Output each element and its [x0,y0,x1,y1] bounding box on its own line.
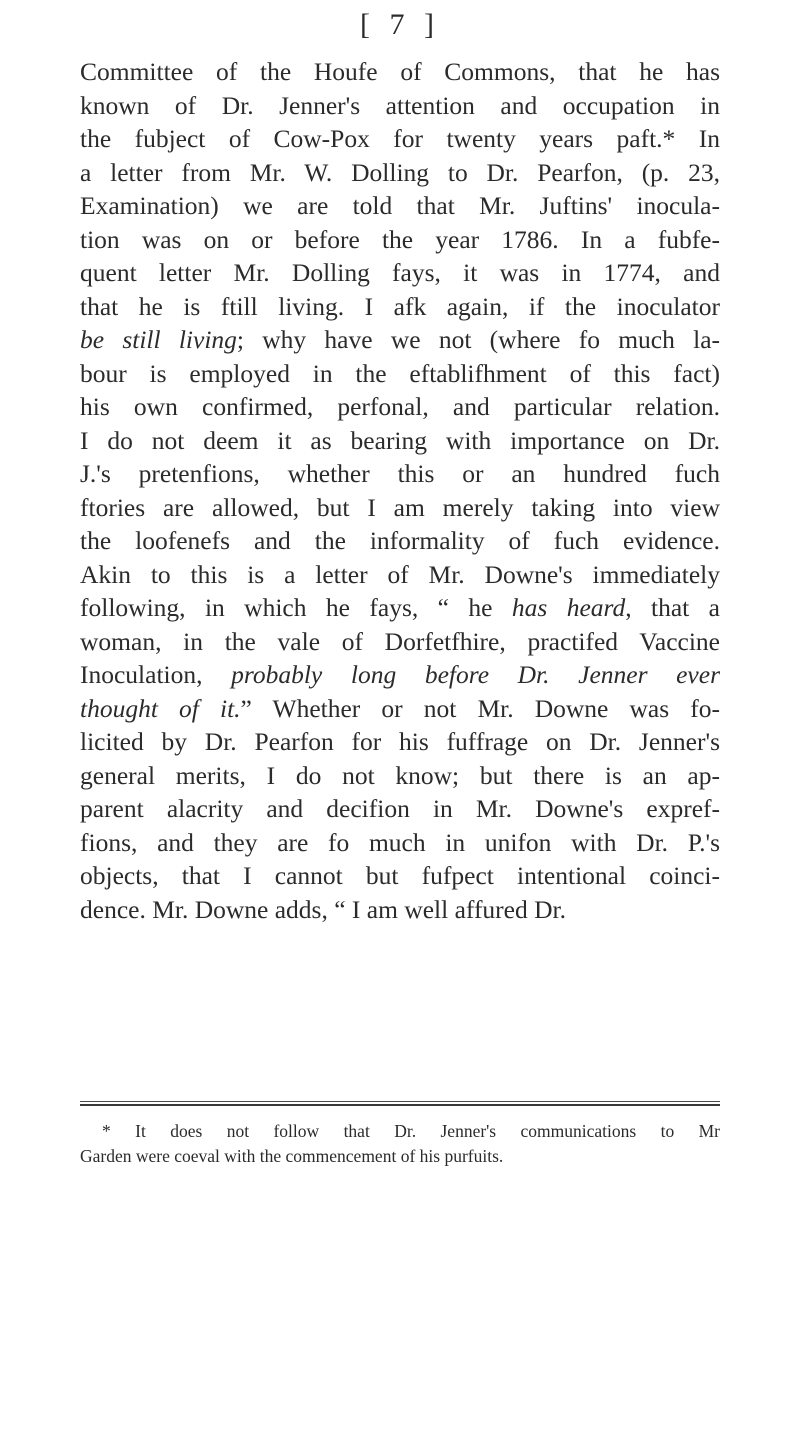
body-line: bour is employed in the eftablifhment of this fact) [80,358,720,388]
body-line: tion was on or before the year 1786. In a fubfe- [80,224,720,254]
body-line: ftories are allowed, but I am merely taking into view [80,492,720,522]
footnote [80,1119,720,1169]
body-line: that he is ftill living. I afk again, if the inoculator [80,291,720,321]
italic-phrase: thought of it. [80,693,241,723]
body-line: woman, in the vale of Dorfetfhire, practifed Vaccine [80,626,720,656]
body-line-mixed [80,658,720,692]
body-line: his own confirmed, perfonal, and particular relation. [80,392,720,421]
body-line: parent alacrity and decifion in Mr. Downe's expref- [80,794,720,823]
footnote-divider [80,1101,720,1102]
body-line: known of Dr. Jenner's attention and occupation in [80,90,720,120]
body-line-fragment: following, in which he fays, “ he [80,593,512,622]
body-line: Examination) we are told that Mr. Juftins' inocula- [80,191,720,220]
body-line: the loofenefs and the informality of fuch evidence. [80,526,720,555]
body-line: general merits, I do not know; but there is an ap- [80,760,720,790]
body-line-fragment: Inoculation, [80,660,232,689]
italic-phrase: has heard [511,593,626,622]
body-line: the fubject of Cow-Pox for twenty years paft.* In [80,124,720,153]
body-line: fions, and they are fo much in unifon with Dr. P.'s [80,827,720,857]
body-text [80,55,720,926]
body-line: dence. Mr. Downe adds, “ I am well affured Dr. [80,894,566,924]
body-line: licited by Dr. Pearfon for his fuffrage on Dr. Jenner's [80,727,720,756]
body-line-fragment: , that a [625,593,720,622]
italic-phrase: probably long before Dr. Jenner ever [231,660,720,689]
body-line: a letter from Mr. W. Dolling to Dr. Pearfon, (p. 23, [80,157,720,187]
page-number: [ 7 ] [360,8,440,41]
body-line: I do not deem it as bearing with importance on Dr. [80,425,720,455]
body-line: Committee of the Houfe of Commons, that he has [80,57,720,86]
body-line: quent letter Mr. Dolling fays, it was in 1774, and [80,258,720,287]
body-line-fragment: ” Whether or not Mr. Downe was fo- [240,693,720,723]
body-line-fragment: ; why have we not (where fo much la- [236,325,720,354]
footnote-line: * It does not follow that Dr. Jenner's communications to Mr [102,1121,720,1141]
footnote-line: Garden were coeval with the commencement of his purfuits. [80,1146,504,1166]
body-line-mixed [80,323,720,357]
body-line: objects, that I cannot but fufpect intentional coinci- [80,861,720,890]
italic-phrase: be still living [80,325,237,354]
footnote-divider [80,1104,720,1106]
body-line: J.'s pretenfions, whether this or an hundred fuch [80,459,720,488]
body-line-mixed [80,591,720,625]
body-line-mixed [80,692,720,726]
body-line: Akin to this is a letter of Mr. Downe's immediately [80,559,720,589]
